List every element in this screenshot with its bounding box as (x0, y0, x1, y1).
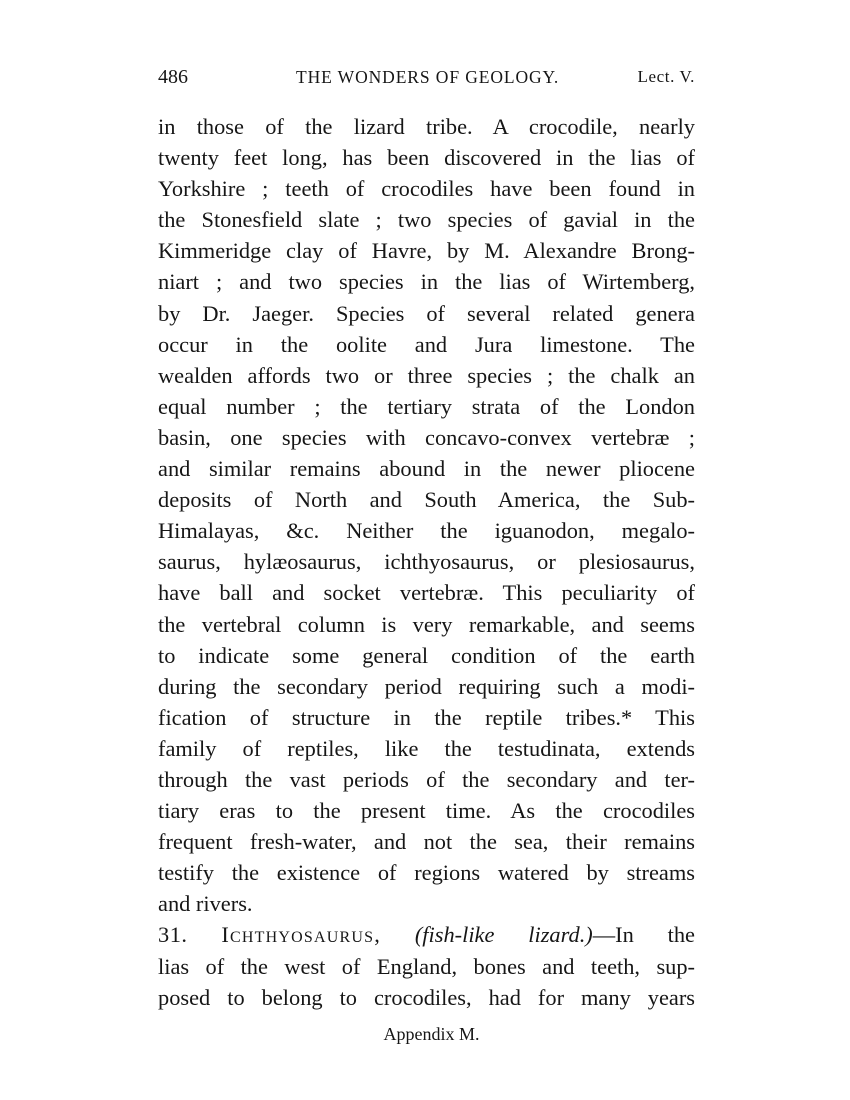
text-line: basin, one species with concavo-convex vertebræ ; (158, 424, 695, 450)
text-line: have ball and socket vertebræ. This peculiarity of (158, 580, 695, 606)
text-line: Kimmeridge clay of Havre, by M. Alexandre Brong- (158, 238, 695, 264)
section-heading-line (158, 919, 695, 950)
footnote: Appendix M. (383, 1023, 480, 1044)
text-line: fication of structure in the reptile tribes.* This (158, 704, 695, 730)
text-line: niart ; and two species in the lias of Wirtemberg, (158, 269, 695, 295)
section-lead-text: —In the (592, 922, 695, 948)
text-line: posed to belong to crocodiles, had for many years (158, 984, 695, 1010)
book-page (158, 62, 695, 1047)
text-line: deposits of North and South America, the Sub- (158, 487, 695, 513)
text-line: the vertebral column is very remarkable, and seems (158, 611, 695, 637)
text-line: saurus, hylæosaurus, ichthyosaurus, or plesiosaurus, (158, 549, 695, 575)
text-line: and rivers. (158, 891, 253, 917)
text-line: family of reptiles, like the testudinata, extends (158, 735, 695, 761)
text-line: Himalayas, &c. Neither the iguanodon, megalo- (158, 518, 695, 544)
text-line: by Dr. Jaeger. Species of several related genera (158, 300, 695, 326)
text-line: frequent fresh-water, and not the sea, their remains (158, 829, 695, 855)
text-line: tiary eras to the present time. As the crocodiles (158, 798, 695, 824)
text-line: lias of the west of England, bones and teeth, sup- (158, 953, 695, 979)
lecture-label: Lect. V. (637, 67, 695, 86)
text-line: equal number ; the tertiary strata of the London (158, 393, 695, 419)
text-line: in those of the lizard tribe. A crocodile, nearly (158, 114, 695, 139)
text-line: through the vast periods of the secondary and ter- (158, 766, 695, 792)
text-line: occur in the oolite and Jura limestone. The (158, 331, 695, 357)
text-line: wealden affords two or three species ; the chalk an (158, 362, 695, 388)
text-line: twenty feet long, has been discovered in the lias of (158, 145, 695, 171)
body-text (158, 111, 695, 1013)
text-line: during the secondary period requiring such a modi- (158, 673, 695, 699)
section-title: Ichthyosaurus, (221, 922, 381, 948)
section-number: 31. (158, 922, 188, 948)
section-gloss: (fish-like lizard.) (414, 922, 593, 948)
running-title: THE WONDERS OF GEOLOGY. (296, 67, 560, 87)
text-line: and similar remains abound in the newer pliocene (158, 456, 695, 482)
running-head (158, 62, 695, 92)
text-line: testify the existence of regions watered by streams (158, 860, 695, 886)
text-line: Yorkshire ; teeth of crocodiles have been found in (158, 176, 695, 202)
text-line: the Stonesfield slate ; two species of gavial in the (158, 207, 695, 233)
page-number: 486 (158, 66, 188, 88)
text-line: to indicate some general condition of the earth (158, 642, 695, 668)
